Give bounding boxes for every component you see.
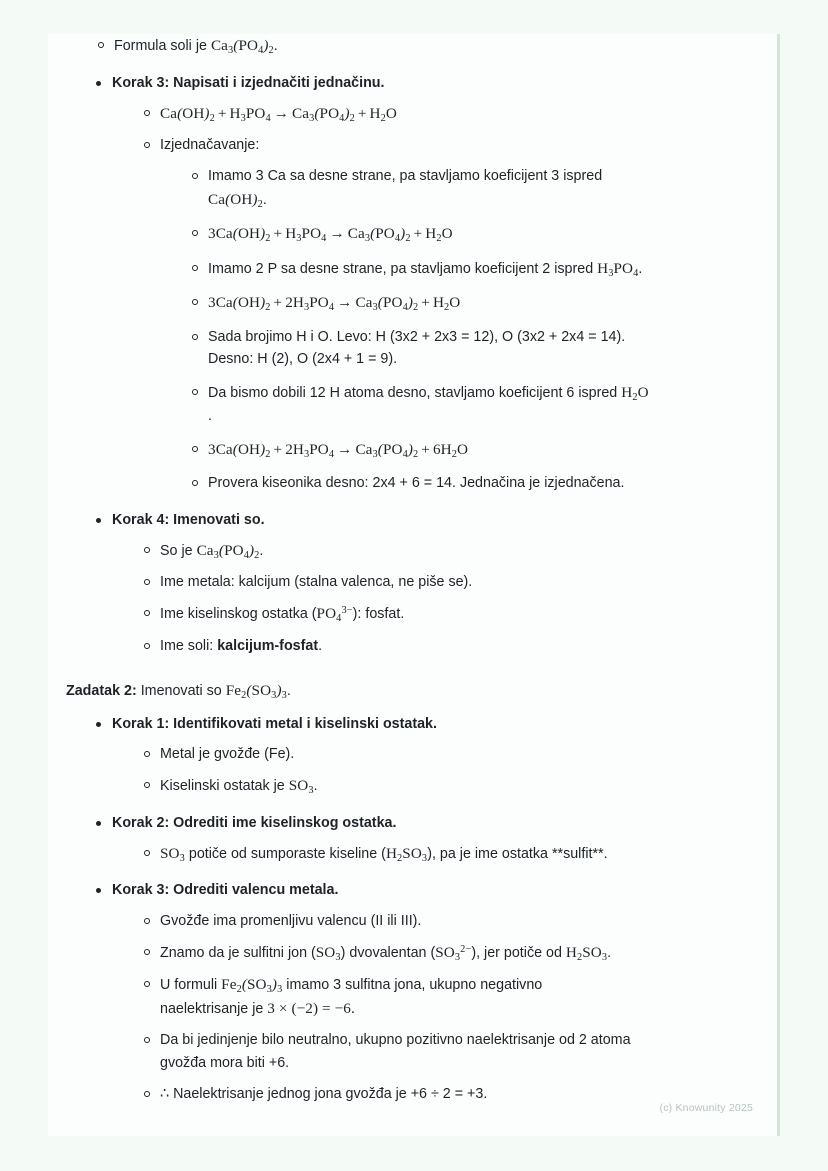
list-item-neutralno (138, 1029, 726, 1073)
zadatak2-label: Zadatak 2: (66, 683, 137, 700)
ime-metala-text: Ime metala: kalcijum (stalna valenca, ne piše se). (160, 574, 473, 591)
formula-so3-2minus: $SO_3^{2-}$ (435, 943, 472, 963)
step-h2o-period: . (208, 407, 212, 424)
list-item-eq2 (186, 222, 726, 246)
t2-korak1-sublist (138, 743, 726, 798)
formula-ca3po42-b: $Ca_3(PO_4)_2$ (196, 541, 260, 561)
formula-so3-c: $SO_3$ (315, 943, 341, 963)
izjednacavanje-label: Izjednačavanje: (160, 137, 260, 154)
izjednacavanje-steps (186, 165, 726, 494)
neutralno-l2: gvožđa mora biti +6. (160, 1054, 290, 1071)
so-je-prefix: So je (160, 542, 197, 559)
formula-h2o: $H_2O$ (621, 384, 649, 404)
list-item-so-je (138, 539, 726, 563)
zadatak2-heading (66, 679, 726, 703)
list-item-korak4 (90, 509, 726, 658)
sulfitni-b: ) dvovalentan ( (340, 944, 436, 961)
list-item-t2-korak1 (90, 713, 726, 798)
list-item-ime-ostatka (138, 602, 726, 626)
list-item-t2-korak3 (90, 879, 726, 1104)
ime-ostatka-suffix: ): fosfat. (352, 606, 405, 623)
t2-korak3-title: Korak 3: Odrediti valencu metala. (112, 882, 339, 899)
korak4-sublist (138, 539, 726, 657)
list-item-sulfit (138, 842, 726, 866)
so-je-period: . (259, 542, 264, 559)
korak4-list (90, 509, 726, 658)
list-item-sulfitni-jon (138, 941, 726, 965)
equation-4: $3Ca(OH)_2 + 2H_3PO_4 \to Ca_3(PO_4)_2 + 6H_2O$ (208, 440, 469, 460)
formula-po4-3minus: $PO_4^{3-}$ (316, 605, 353, 625)
count-ho-line1: Sada brojimo H i O. Levo: H (3x2 + 2x3 = 12), O (3x2 + 2x4 = 14). (208, 328, 626, 345)
t2-korak2-list (90, 812, 726, 866)
sulfit-text-b: ), pa je ime ostatka **sulfit**. (427, 845, 608, 862)
watermark: (c) Knowunity 2025 (659, 1102, 753, 1114)
list-item-eq4 (186, 438, 726, 462)
list-item-korak3 (90, 72, 726, 495)
zadatak2-period: . (286, 683, 291, 700)
formula-so3-b: $SO_3$ (160, 844, 185, 864)
list-item-zakljucak (138, 1083, 726, 1105)
neutralno-l1: Da bi jedinjenje bilo neutralno, ukupno pozitivno naelektrisanje od 2 atoma (160, 1032, 631, 1049)
formula-so3: $SO_3$ (288, 777, 314, 796)
sulfit-text-a: potiče od sumporaste kiseline ( (184, 845, 386, 862)
list-item-ostatak (138, 774, 726, 798)
list-item-valenca (138, 910, 726, 932)
naelektrisanje-math: 3 × (−2) = −6. (267, 999, 355, 1017)
ime-soli-prefix: Ime soli: (160, 638, 218, 655)
list-item-metal (138, 743, 726, 765)
ostatak-prefix: Kiselinski ostatak je (160, 778, 289, 795)
ime-soli-value: kalcijum-fosfat (217, 638, 319, 655)
naelektrisanje-b: imamo 3 sulfitna jona, ukupno negativno (282, 977, 543, 994)
ime-ostatka-prefix: Ime kiselinskog ostatka ( (160, 606, 317, 623)
count-ho-line2: Desno: H (2), O (2x4 + 1 = 9). (208, 351, 398, 367)
equation-2: $3Ca(OH)_2 + H_3PO_4 \to Ca_3(PO_4)_2 + H_2O$ (208, 225, 453, 245)
formula-fe2so33-b: $Fe_2(SO_3)_3$ (221, 976, 283, 996)
list-item-ime-soli (138, 635, 726, 657)
formula-h3po4: $H_3PO_4$ (597, 259, 639, 279)
list-item-provera (186, 472, 726, 494)
equation-1: $Ca(OH)_2 + H_3PO_4 \to Ca_3(PO_4)_2 + H_2O$ (160, 104, 397, 124)
step-p-period: . (638, 260, 643, 277)
sulfitni-d: . (607, 944, 612, 961)
formula-soli-period: . (273, 38, 278, 54)
ime-soli-period: . (318, 638, 323, 655)
metal-text: Metal je gvožđe (Fe). (160, 745, 295, 762)
document-sheet (48, 34, 780, 1136)
ostatak-period: . (313, 778, 318, 795)
list-item-izjednacavanje (138, 134, 726, 494)
provera-text: Provera kiseonika desno: 2x4 + 6 = 14. Jednačina je izjednačena. (208, 475, 625, 492)
naelektrisanje-a: U formuli (160, 977, 222, 994)
list-item-ime-metala (138, 571, 726, 593)
naelektrisanje-c: naelektrisanje je (160, 1000, 268, 1017)
list-item-naelektrisanje (138, 973, 726, 1020)
t2-korak3-list (90, 879, 726, 1104)
list-item-eq3 (186, 291, 726, 315)
t2-korak2-sublist (138, 842, 726, 866)
formula-h2so3-b: $H_2SO_3$ (565, 943, 608, 963)
formula-intro-list (92, 34, 726, 58)
korak3-title: Korak 3: Napisati i izjednačiti jednačinu. (112, 74, 385, 91)
t2-korak2-title: Korak 2: Odrediti ime kiselinskog ostatka. (112, 814, 397, 831)
t2-korak1-title: Korak 1: Identifikovati metal i kiselinski ostatak. (112, 715, 437, 732)
list-item (92, 34, 726, 58)
equation-3: $3Ca(OH)_2 + 2H_3PO_4 \to Ca_3(PO_4)_2 + H_2O$ (208, 294, 461, 314)
formula-fe2so33: $Fe_2(SO_3)_3$ (225, 682, 287, 702)
korak4-title: Korak 4: Imenovati so. (112, 511, 265, 528)
formula-h2so3: $H_2SO_3$ (385, 844, 428, 864)
zakljucak-text: ∴ Naelektrisanje jednog jona gvožđa je +6 ÷ 2 = +3. (160, 1085, 488, 1102)
list-item-step-p (186, 257, 726, 281)
list-item-eq1 (138, 102, 726, 126)
step-h2o-text: Da bismo dobili 12 H atoma desno, stavljamo koeficijent 6 ispred (208, 385, 622, 402)
korak3-sublist (138, 102, 726, 495)
step-ca-text: Imamo 3 Ca sa desne strane, pa stavljamo koeficijent 3 ispred (208, 168, 603, 185)
sulfitni-a: Znamo da je sulfitni jon ( (160, 944, 316, 961)
step-ca-period: . (262, 191, 267, 208)
korak3-list (90, 72, 726, 495)
step-p-text: Imamo 2 P sa desne strane, pa stavljamo koeficijent 2 ispred (208, 260, 598, 277)
formula-soli-text: Formula soli je (114, 38, 211, 54)
list-item-step-ca (186, 165, 726, 211)
list-item-t2-korak2 (90, 812, 726, 866)
t2-korak3-sublist (138, 910, 726, 1105)
list-item-count-ho (186, 326, 726, 370)
valenca-text: Gvožđe ima promenljivu valencu (II ili III). (160, 912, 422, 929)
formula-caoh2: $Ca(OH)_2$ (208, 190, 263, 210)
t2-korak1-list (90, 713, 726, 798)
formula-ca3po42: $Ca_3(PO_4)_2$ (210, 37, 274, 56)
sulfitni-c: ), jer potiče od (471, 944, 566, 961)
document-content (66, 34, 726, 1114)
zadatak2-text: Imenovati so (136, 683, 226, 700)
list-item-step-h2o (186, 381, 726, 427)
